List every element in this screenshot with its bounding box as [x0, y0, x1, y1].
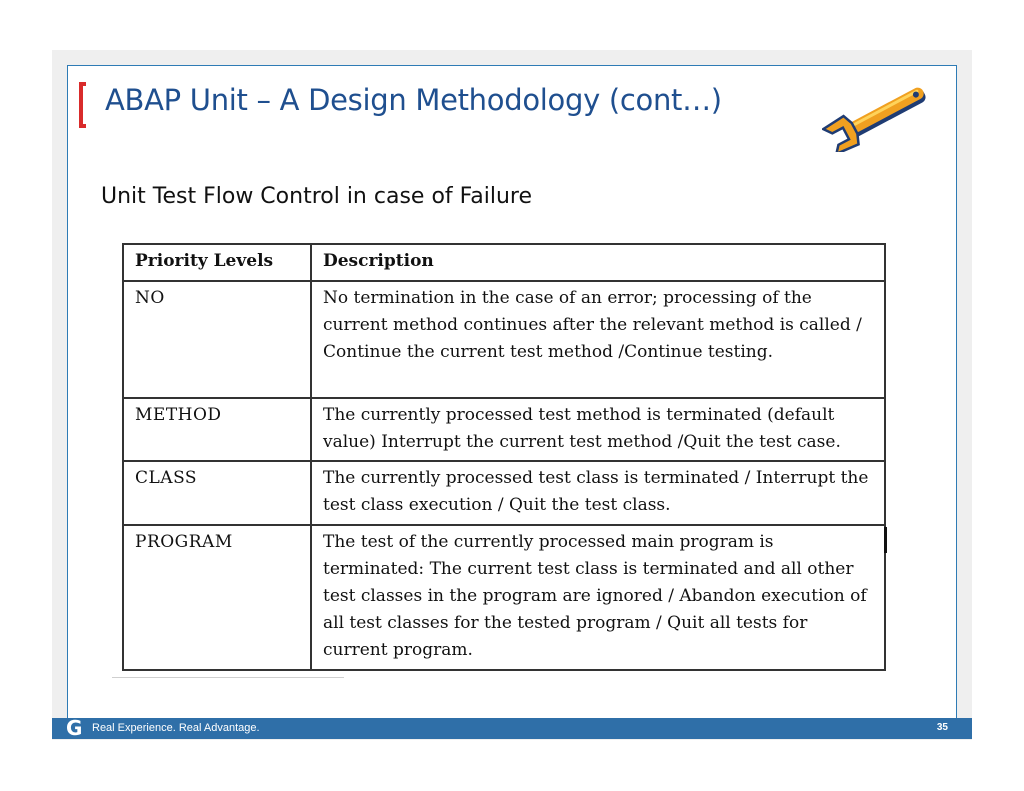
page-number: 35 [936, 722, 948, 733]
slide-subtitle: Unit Test Flow Control in case of Failure [101, 184, 533, 209]
priority-levels-table [122, 243, 886, 671]
table-row [123, 525, 885, 670]
table-row [123, 398, 885, 461]
footer-tagline: Real Experience. Real Advantage. [92, 722, 260, 734]
column-header-priority: Priority Levels [123, 244, 311, 281]
scan-artifact-line [112, 677, 344, 678]
table-header-row [123, 244, 885, 281]
description-cell: The currently processed test class is terminated / Interrupt the test class execution / Quit the test class. [311, 461, 885, 525]
table-row [123, 281, 885, 398]
column-header-description: Description [311, 244, 885, 281]
footer-bar [52, 718, 972, 739]
description-cell: The currently processed test method is terminated (default value) Interrupt the current test method /Quit the test case. [311, 398, 885, 461]
priority-level-cell: METHOD [123, 398, 311, 461]
wrench-icon [822, 80, 942, 152]
slide-title: ABAP Unit – A Design Methodology (cont…) [105, 83, 722, 117]
description-cell: No termination in the case of an error; processing of the current method continues after the relevant method is called / Continue the current test method /Continue testing. [311, 281, 885, 398]
company-logo: G [66, 716, 83, 740]
scan-artifact [884, 527, 887, 553]
priority-level-cell: NO [123, 281, 311, 398]
priority-level-cell: PROGRAM [123, 525, 311, 670]
title-bracket [79, 82, 86, 128]
description-cell: The test of the currently processed main program is terminated: The current test class is terminated and all other test classes in the program are ignored / Abandon execution of all test classes for the tested program / Quit all tests for current program. [311, 525, 885, 670]
table-row [123, 461, 885, 525]
priority-level-cell: CLASS [123, 461, 311, 525]
